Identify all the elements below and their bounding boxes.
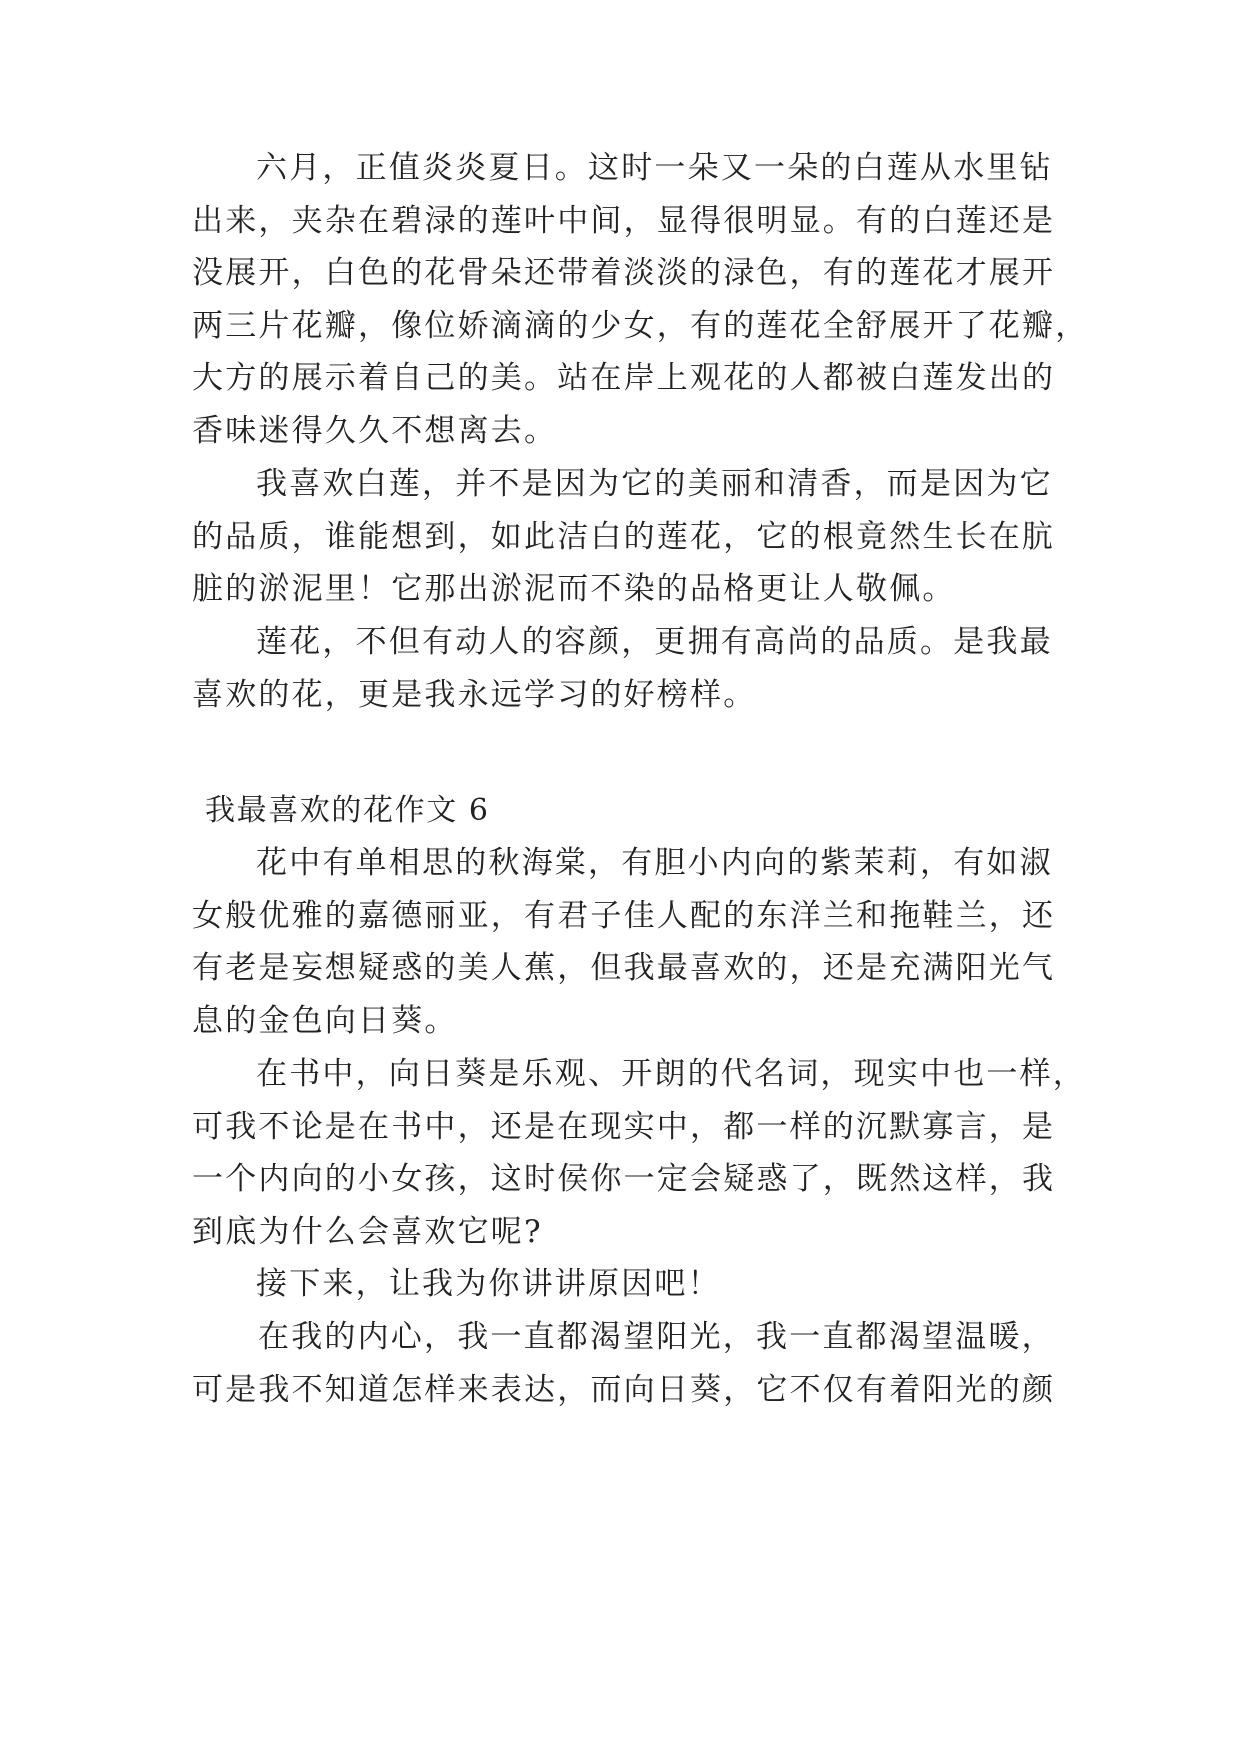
text-line: 女般优雅的嘉德丽亚，有君子佳人配的东洋兰和拖鞋兰，还 — [192, 898, 1056, 934]
section-heading: 我最喜欢的花作文 6 — [205, 793, 490, 828]
text-line: 喜欢的花，更是我永远学习的好榜样。 — [192, 677, 757, 713]
text-line: 可我不论是在书中，还是在现实中，都一样的沉默寡言，是 — [192, 1109, 1056, 1145]
text-line: 花中有单相思的秋海棠，有胆小内向的紫茉莉，有如淑 — [256, 845, 1053, 881]
text-line: 有老是妄想疑惑的美人蕉，但我最喜欢的，还是充满阳光气 — [192, 950, 1056, 986]
text-line: 到底为什么会喜欢它呢? — [192, 1214, 543, 1250]
text-line: 在我的内心，我一直都渴望阳光，我一直都渴望温暖， — [258, 1319, 1055, 1355]
text-line: 可是我不知道怎样来表达，而向日葵，它不仅有着阳光的颜 — [192, 1372, 1056, 1408]
text-line: 息的金色向日葵。 — [192, 1003, 458, 1039]
text-line: 六月，正值炎炎夏日。这时一朵又一朵的白莲从水里钻 — [256, 150, 1053, 186]
text-line: 两三片花瓣，像位娇滴滴的少女，有的莲花全舒展开了花瓣， — [192, 308, 1089, 344]
text-line: 我喜欢白莲，并不是因为它的美丽和清香，而是因为它 — [256, 466, 1053, 502]
text-line: 香味迷得久久不想离去。 — [192, 413, 558, 449]
text-line: 没展开，白色的花骨朵还带着淡淡的渌色，有的莲花才展开 — [192, 255, 1056, 291]
text-line: 一个内向的小女孩，这时侯你一定会疑惑了，既然这样，我 — [192, 1161, 1056, 1197]
text-line: 大方的展示着自己的美。站在岸上观花的人都被白莲发出的 — [192, 360, 1056, 396]
text-line: 在书中，向日葵是乐观、开朗的代名词，现实中也一样， — [256, 1056, 1086, 1092]
text-line: 莲花，不但有动人的容颜，更拥有高尚的品质。是我最 — [256, 624, 1053, 660]
text-line: 出来，夹杂在碧渌的莲叶中间，显得很明显。有的白莲还是 — [192, 203, 1056, 239]
text-line: 接下来，让我为你讲讲原因吧！ — [256, 1266, 721, 1302]
text-line: 的品质，谁能想到，如此洁白的莲花，它的根竟然生长在肮 — [192, 519, 1056, 555]
text-line: 脏的淤泥里！它那出淤泥而不染的品格更让人敬佩。 — [192, 571, 956, 607]
